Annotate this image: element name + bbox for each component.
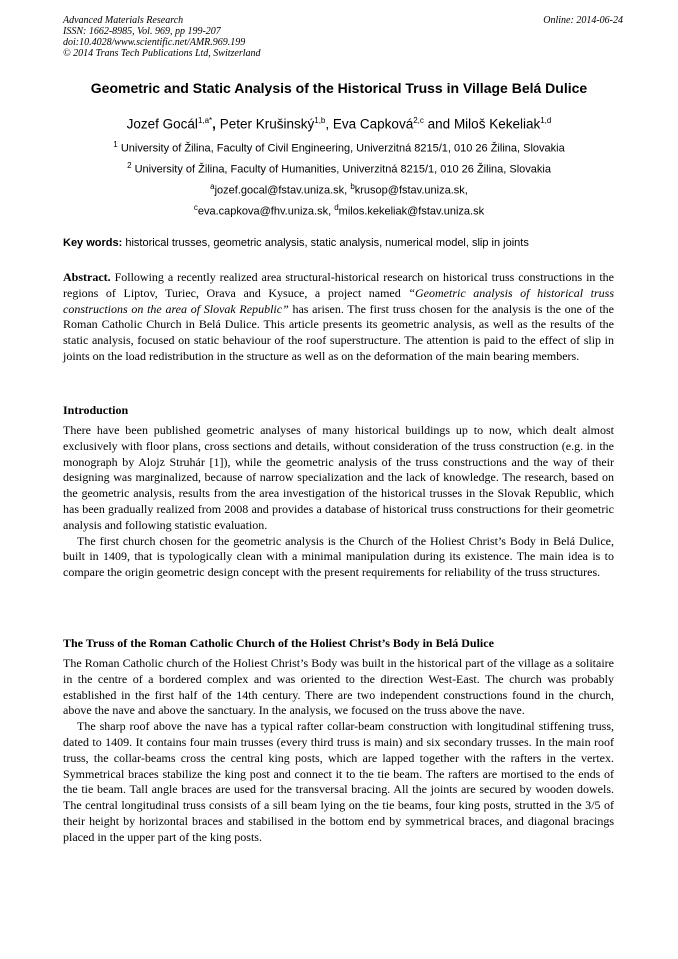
author-sup: 1,a*: [197, 116, 213, 125]
author-list: [30, 112, 648, 134]
author-separator: and: [427, 116, 451, 132]
author-sup: 1,b: [314, 116, 326, 125]
abstract-text: Following a recently realized area structural-historical research on historical truss constructions in the regions of Liptov, Turiec, Orava and Kysuce, a project named: [63, 270, 615, 300]
email-link[interactable]: milos.kekeliak@fstav.uniza.sk: [338, 205, 485, 218]
introduction-heading: Introduction: [63, 403, 129, 417]
email-line-2: [30, 201, 648, 219]
section-heading: The Truss of the Roman Catholic Church of the Holiest Christ’s Body in Belá Dulice: [63, 636, 494, 650]
author-name: Miloš Kekeliak: [453, 116, 541, 132]
doi-line: doi:10.4028/www.scientific.net/AMR.969.199: [63, 37, 246, 48]
author-name: Peter Krušinský: [219, 116, 315, 132]
introduction-body: [63, 423, 614, 581]
email-link[interactable]: eva.capkova@fhv.uniza.sk,: [197, 205, 332, 218]
email-line-1: [30, 180, 648, 198]
paragraph: The first church chosen for the geometric analysis is the Church of the Holiest Christ’s Body in Belá Dulice, built in 1409, that is typologically clean with a minimal manipulation during its existence. The main idea is to compare the origin geometric design concept with the present requirements for reliability of the truss structures.: [63, 533, 614, 580]
issn-line: ISSN: 1662-8985, Vol. 969, pp 199-207: [63, 26, 221, 37]
affiliation-text: University of Žilina, Faculty of Humanities, Univerzitná 8215/1, 010 26 Žilina, Slovakia: [134, 163, 551, 176]
email-link[interactable]: jozef.gocal@fstav.uniza.sk,: [214, 184, 348, 197]
abstract: [63, 270, 614, 365]
paragraph: The Roman Catholic church of the Holiest Christ’s Body was built in the historical part of the village as a solitaire in the centre of a bordered complex and was oriented to the direction West-East. The church was probably established in the first half of the 14th century. There are two independent constructions found in the church, above the nave and above the sanctuary. In the analysis, we focused on the truss above the nave.: [63, 656, 614, 718]
email-sup: d: [334, 203, 339, 212]
abstract-text: has arisen. The first truss chosen for the analysis is the one of the Roman Catholic Church in Belá Dulice. This article presents its geometric analysis, as well as the results of the static analysis, focused on static behaviour of the roof superstructure. The attention is paid to the effect of slip in joints on the load redistribution in the structure as well as on the deformation of the main bearing members.: [63, 301, 614, 363]
author-separator: ,: [212, 116, 216, 132]
paragraph: There have been published geometric analyses of many historical buildings up to now, which dealt almost exclusively with floor plans, cross sections and details, without consideration of the truss construction (e.g. in the monograph by Alojz Struhár [1]), while the geometric analysis of the truss constructions and the way of their designing was marginalized, because of narrow specialization and the lack of knowledge. The research, based on the geometric analysis, results from the area investigation of the historical trusses in the Slovak Republic, which has been gradually realized from 2008 and provides a database of historical truss constructions for their geometric analysis and following statistic evaluation.: [63, 423, 614, 532]
keywords-text: historical trusses, geometric analysis, static analysis, numerical model, slip in joints: [125, 237, 529, 249]
journal-name: Advanced Materials Research: [63, 15, 184, 26]
affiliation-sup: 2: [127, 161, 132, 170]
email-sup: c: [193, 203, 198, 212]
email-link[interactable]: krusop@fstav.uniza.sk,: [354, 184, 468, 197]
abstract-label: Abstract.: [63, 270, 111, 284]
email-sup: a: [210, 182, 215, 191]
affiliation-1: [30, 138, 648, 156]
author-sup: 2,c: [413, 116, 424, 125]
journal-header: [63, 15, 623, 59]
author-separator: ,: [325, 116, 330, 132]
online-date: Online: 2014-06-24: [543, 15, 623, 26]
paper-title: Geometric and Static Analysis of the Historical Truss in Village Belá Dulice: [90, 80, 588, 96]
email-sup: b: [350, 182, 355, 191]
project-name: “Geometric analysis of historical truss constructions on the area of Slovak Republic”: [63, 285, 614, 316]
paragraph: The sharp roof above the nave has a typical rafter collar-beam construction with longitudinal stiffening truss, dated to 1409. It contains four main trusses (every third truss is main) and six secondary trusses. In the main roof truss, the collar-beams cross the central king posts, which are lapped together with the rafters in the vertex. Symmetrical braces stabilize the king post and connect it to the tie beam. The rafters are mortised to the ends of the tie beam. Tall angle braces are used for the transversal bracing. All the joints are secured by wooden dowels. The central longitudinal truss consists of a sill beam lying on the tie beams, four king posts, strutted in the 3/5 of their height by horizontal braces and stabilised in the bottom end by symmetrical braces, and diagonal bracings placed in the upper part of the king posts.: [63, 719, 614, 844]
author-sup: 1,d: [540, 116, 552, 125]
section-body: [63, 656, 614, 846]
copyright-line: © 2014 Trans Tech Publications Ltd, Switzerland: [63, 48, 261, 59]
affiliation-2: [30, 159, 648, 177]
keywords: [63, 236, 618, 250]
affiliation-text: University of Žilina, Faculty of Civil Engineering, Univerzitná 8215/1, 010 26 Žilina, Slovakia: [120, 142, 565, 155]
keywords-label: Key words:: [63, 237, 123, 249]
author-name: Jozef Gocál: [126, 116, 198, 132]
author-name: Eva Capková: [332, 116, 414, 132]
affiliation-sup: 1: [113, 140, 118, 149]
